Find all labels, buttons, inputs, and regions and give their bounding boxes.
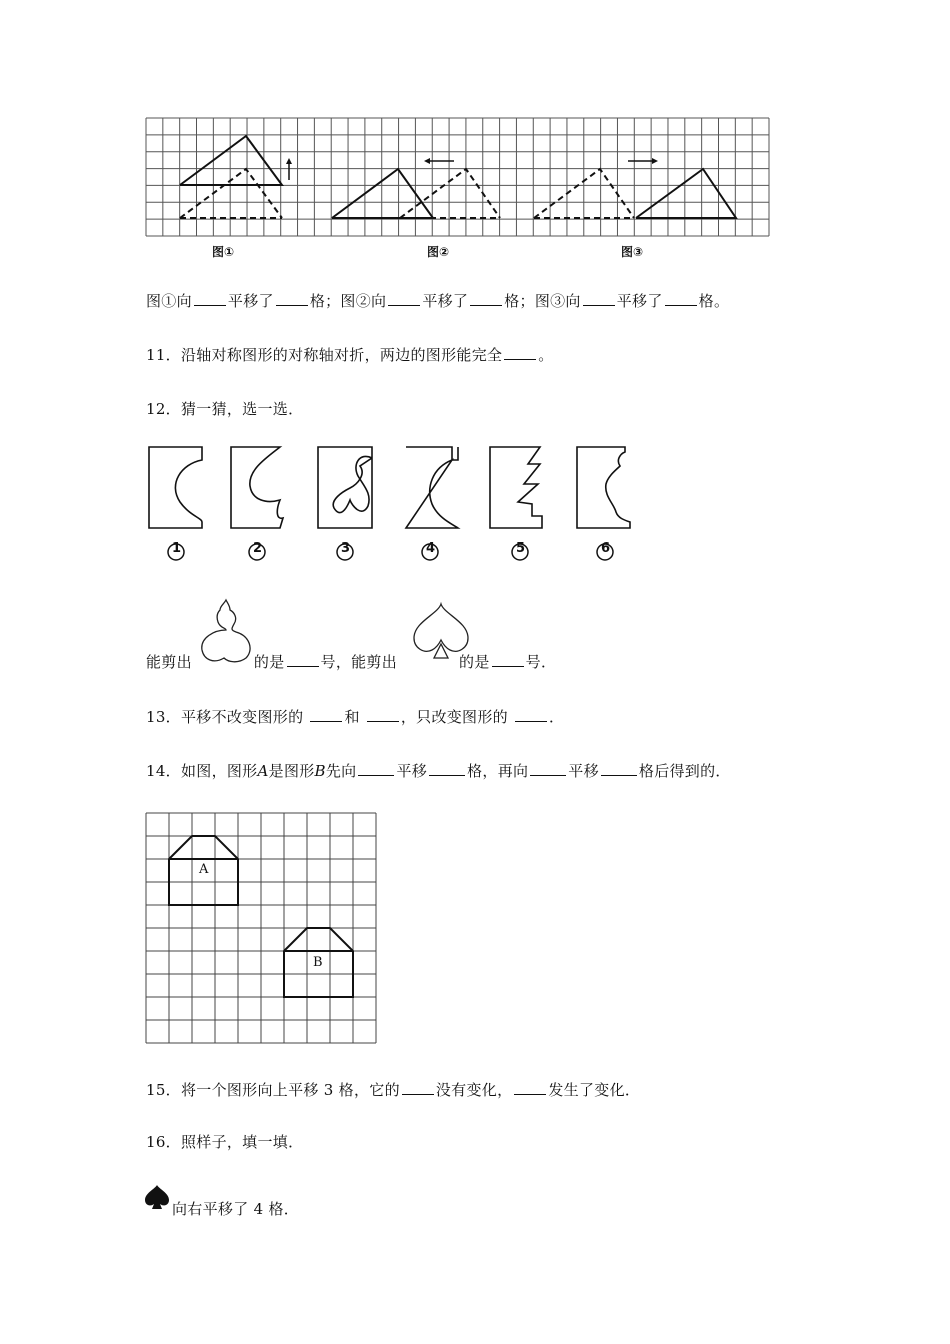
q10-blank-3[interactable] [388,291,420,306]
q16-title: 16．照样子，填一填． [146,1133,304,1151]
q12-title: 12．猜一猜，选一选． [146,400,304,418]
cut-shape-2 [231,447,283,528]
q10-blank-1[interactable] [194,291,226,306]
cut-shape-4 [406,447,458,528]
q15-blank-2[interactable] [514,1080,546,1095]
q13-blank-1[interactable] [310,707,342,722]
q14-blank-4[interactable] [601,761,637,776]
fig1-dashed-triangle [180,169,282,218]
q11-line: 11．沿轴对称图形的对称轴对折，两边的图形能完全 。 [146,346,554,364]
translation-grid-figure [146,118,771,263]
caption-fig3: 图③ [621,245,644,259]
q13-blank-2[interactable] [367,707,399,722]
q10-blank-6[interactable] [665,291,697,306]
paper-cut-shapes-figure [146,444,636,569]
house-a-label: A [199,862,209,877]
q10-line: 图①向 平移了 格；图②向 平移了 格；图③向 平移了 格。 [146,292,730,310]
cut-shape-1 [149,447,202,528]
q14-blank-1[interactable] [358,761,394,776]
cut-shape-6 [577,447,630,528]
cut-shape-5 [490,447,542,528]
q12-blank-1[interactable] [287,652,319,667]
q14-line: 14．如图，图形A是图形B先向 平移 格，再向 平移 格后得到的． [146,762,731,780]
q16-example: 向右平移了 4 格． [172,1200,300,1218]
q12-answer-line: 能剪出 的是 号，能剪出 的是 号． [146,653,557,671]
q11-blank[interactable] [504,345,536,360]
caption-fig1: 图① [212,245,235,259]
q13-line: 13．平移不改变图形的 和 ，只改变图形的 ． [146,708,565,726]
fig2-solid-triangle [332,169,433,218]
q10-blank-5[interactable] [583,291,615,306]
fig1-solid-triangle [180,136,282,185]
q10-blank-2[interactable] [276,291,308,306]
q15-blank-1[interactable] [402,1080,434,1095]
cut-shape-3 [318,447,372,528]
house-grid-figure [146,813,376,1043]
q12-blank-2[interactable] [492,652,524,667]
q14-blank-2[interactable] [429,761,465,776]
q13-blank-3[interactable] [515,707,547,722]
q14-blank-3[interactable] [530,761,566,776]
house-b-label: B [313,955,323,970]
caption-fig2: 图② [427,245,450,259]
spade-filled-icon [144,1184,170,1210]
q15-line: 15．将一个图形向上平移 3 格，它的 没有变化， 发生了变化． [146,1081,641,1099]
q10-blank-4[interactable] [470,291,502,306]
